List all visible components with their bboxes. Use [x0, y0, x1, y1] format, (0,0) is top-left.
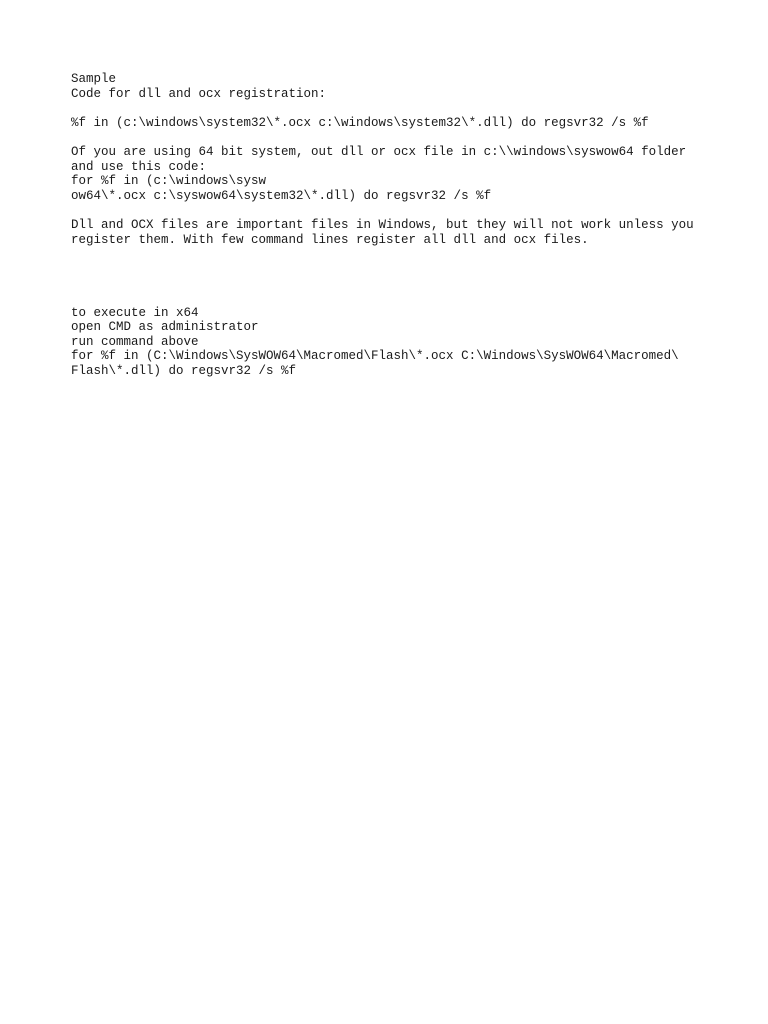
- description-line-1: Dll and OCX files are important files in Windows, but they will not work unless you: [71, 217, 694, 232]
- spacer: [71, 203, 711, 218]
- section-64bit-line-1: Of you are using 64 bit system, out dll or ocx file in c:\\windows\syswow64 folder: [71, 144, 687, 159]
- x64-instructions-line-5: Flash\*.dll) do regsvr32 /s %f: [71, 363, 297, 378]
- spacer: [71, 130, 711, 145]
- section-64bit-line-4: ow64\*.ocx c:\syswow64\system32\*.dll) do regsvr32 /s %f: [71, 188, 492, 203]
- spacer: [71, 247, 711, 305]
- section-64bit-line-3: for %f in (c:\windows\sysw: [71, 174, 267, 189]
- spacer: [71, 101, 711, 116]
- x64-instructions-line-1: to execute in x64: [71, 305, 199, 320]
- document-body: [71, 72, 711, 378]
- section-64bit-line-2: and use this code:: [71, 159, 207, 174]
- x64-instructions-line-3: run command above: [71, 334, 199, 349]
- x64-instructions-line-2: open CMD as administrator: [71, 320, 259, 335]
- command-32bit: %f in (c:\windows\system32\*.ocx c:\windows\system32\*.dll) do regsvr32 /s %f: [71, 115, 649, 130]
- heading-subtitle: Code for dll and ocx registration:: [71, 86, 327, 101]
- description-line-2: register them. With few command lines register all dll and ocx files.: [71, 232, 589, 247]
- x64-instructions-line-4: for %f in (C:\Windows\SysWOW64\Macromed\Flash\*.ocx C:\Windows\SysWOW64\Macromed\: [71, 349, 679, 364]
- heading-sample: Sample: [71, 72, 117, 86]
